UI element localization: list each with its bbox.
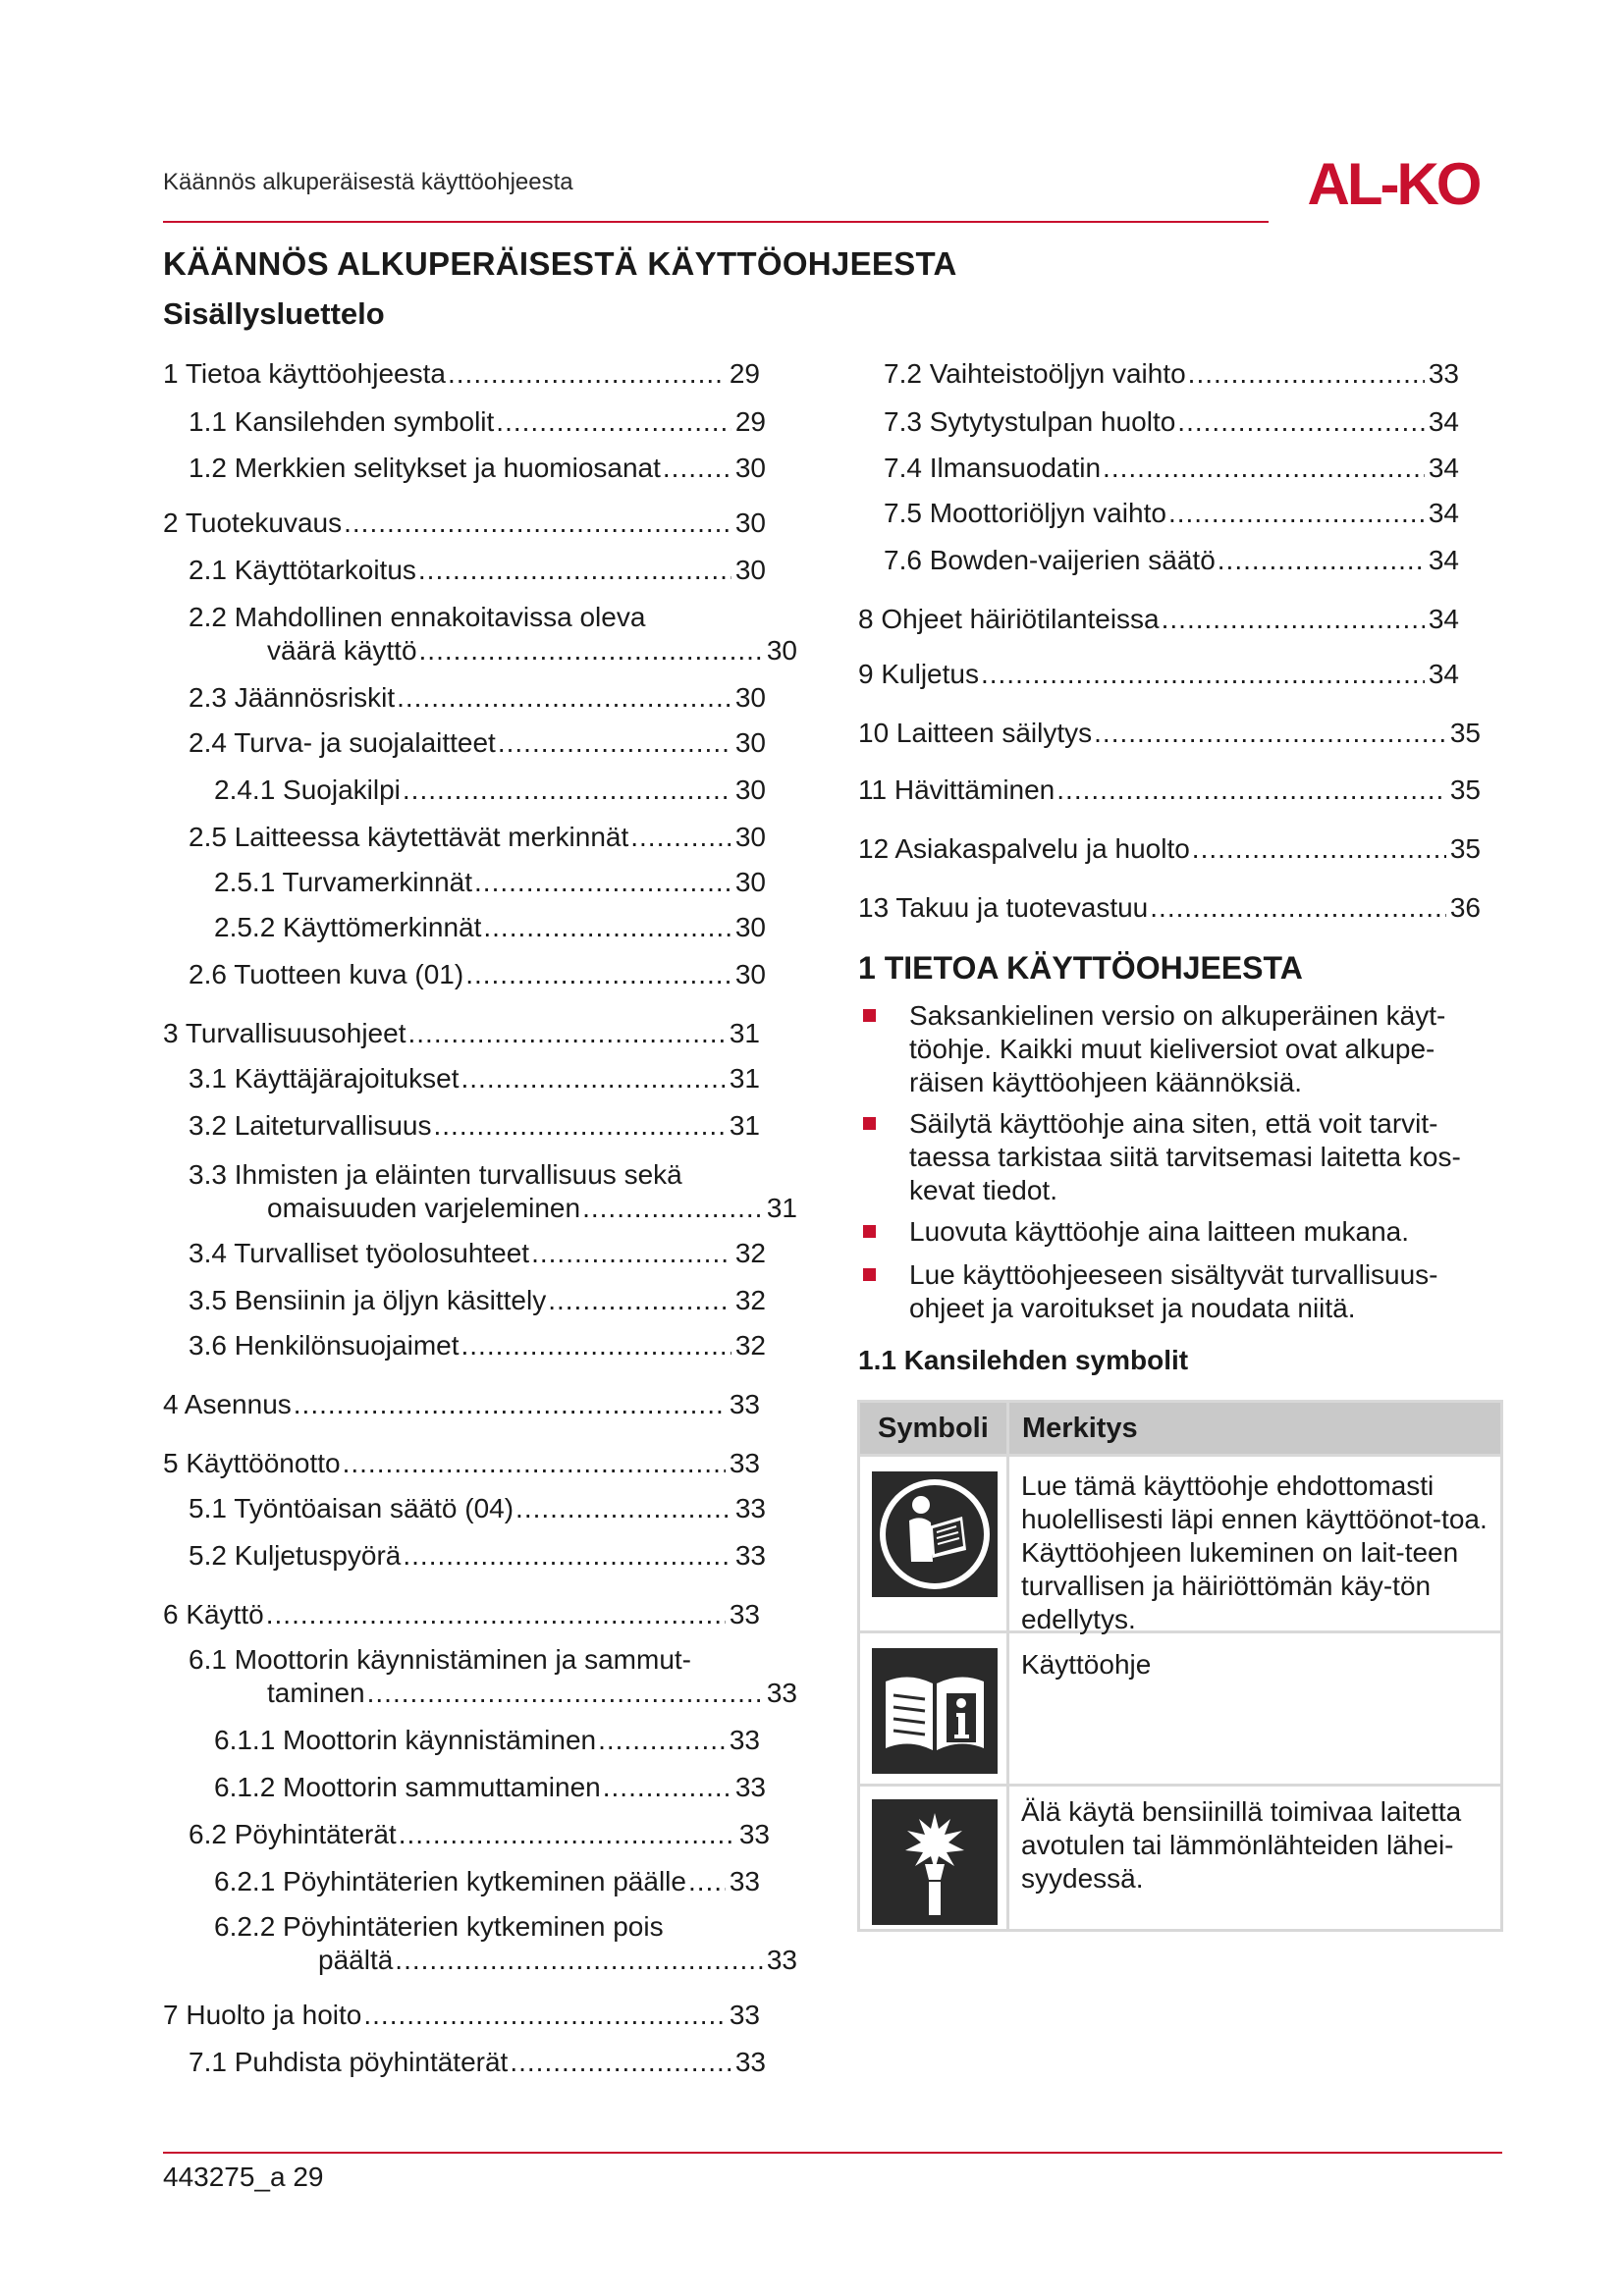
toc-leader-dots <box>1188 357 1425 391</box>
toc-leader-dots <box>1150 891 1446 925</box>
toc-entry-label: 2.4 Turva- ja suojalaitteet <box>189 727 496 758</box>
document-title: KÄÄNNÖS ALKUPERÄISESTÄ KÄYTTÖOHJEESTA <box>163 245 957 282</box>
toc-leader-dots <box>515 1492 731 1525</box>
no-open-flame-icon <box>872 1799 998 1925</box>
toc-entry[interactable] <box>189 726 766 760</box>
toc-entry-label-cont: väärä käyttö <box>267 635 417 666</box>
toc-entry[interactable] <box>214 774 766 807</box>
bullet-item <box>858 1258 1496 1325</box>
symbol-table <box>857 1400 1503 1932</box>
column-header-meaning: Merkitys <box>1022 1413 1138 1444</box>
toc-page-number: 30 <box>734 727 766 758</box>
toc-page-number: 30 <box>734 912 766 942</box>
toc-page-number: 30 <box>734 774 766 805</box>
toc-leader-dots <box>548 1284 731 1317</box>
page-footer: 443275_a 29 <box>163 2162 324 2192</box>
toc-entry-label: 5 Käyttöönotto <box>163 1448 341 1478</box>
toc-leader-dots <box>1103 452 1425 485</box>
toc-page-number: 30 <box>766 635 797 666</box>
toc-entry-label: 1 Tietoa käyttöohjeesta <box>163 358 446 389</box>
toc-entry-label: 8 Ohjeet häiriötilanteissa <box>858 604 1160 634</box>
read-manual-icon <box>872 1471 998 1597</box>
toc-entry-label: 5.2 Kuljetuspyörä <box>189 1540 402 1571</box>
toc-entry[interactable] <box>884 452 1459 485</box>
toc-leader-dots <box>981 658 1425 691</box>
toc-leader-dots <box>1168 497 1425 530</box>
toc-entry[interactable] <box>163 1447 760 1480</box>
toc-page-number: 33 <box>738 1819 770 1849</box>
toc-entry-label: 11 Hävittäminen <box>858 774 1056 805</box>
toc-page-number: 30 <box>734 822 766 852</box>
toc-entry-label: 1.2 Merkkien selitykset ja huomiosanat <box>189 453 661 483</box>
toc-entry-label-cont: taminen <box>267 1678 365 1708</box>
toc-leader-dots <box>344 507 731 540</box>
toc-entry-label: 6 Käyttö <box>163 1599 264 1629</box>
toc-entry[interactable] <box>163 1017 760 1050</box>
toc-leader-dots <box>582 1192 763 1225</box>
toc-leader-dots <box>403 1539 731 1573</box>
toc-leader-dots <box>399 1818 735 1851</box>
toc-entry-label: 3.4 Turvalliset työolosuhteet <box>189 1238 530 1268</box>
toc-entry[interactable] <box>189 1539 766 1573</box>
bullet-square-icon <box>863 1225 876 1238</box>
toc-leader-dots <box>433 1109 725 1143</box>
column-header-symbol: Symboli <box>878 1413 989 1444</box>
toc-entry-label: 2.2 Mahdollinen ennakoitavissa oleva <box>189 602 646 632</box>
toc-entry[interactable] <box>858 774 1481 807</box>
toc-leader-dots <box>465 958 731 991</box>
toc-entry[interactable] <box>163 1388 760 1421</box>
toc-page-number: 30 <box>734 507 766 538</box>
row-divider <box>860 1784 1500 1787</box>
toc-leader-dots <box>397 681 731 715</box>
toc-leader-dots <box>603 1771 731 1804</box>
toc-entry[interactable] <box>189 1109 760 1143</box>
toc-page-number: 35 <box>1449 833 1481 864</box>
toc-entry[interactable] <box>858 891 1481 925</box>
toc-entry[interactable] <box>189 958 766 991</box>
toc-leader-dots <box>403 774 731 807</box>
toc-page-number: 32 <box>734 1285 766 1315</box>
toc-leader-dots <box>363 1999 725 2032</box>
toc-entry[interactable] <box>214 1724 760 1757</box>
alko-logo <box>1286 155 1500 212</box>
toc-entry[interactable] <box>189 1158 797 1225</box>
column-divider <box>1006 1403 1009 1929</box>
toc-entry[interactable] <box>189 1062 760 1095</box>
toc-page-number: 30 <box>734 555 766 585</box>
toc-leader-dots <box>418 554 731 587</box>
toc-leader-dots <box>498 726 731 760</box>
toc-entry[interactable] <box>214 1910 797 1977</box>
toc-leader-dots <box>598 1724 726 1757</box>
toc-page-number: 34 <box>1428 406 1459 437</box>
bullet-item <box>858 1215 1496 1249</box>
toc-entry-label: 5.1 Työntöaisan säätö (04) <box>189 1493 514 1523</box>
svg-text:AL-KO: AL-KO <box>1307 155 1480 212</box>
header-rule <box>163 221 1269 223</box>
bullet-square-icon <box>863 1009 876 1022</box>
toc-leader-dots <box>266 1598 726 1631</box>
toc-leader-dots <box>1192 832 1446 866</box>
toc-entry[interactable] <box>189 1284 766 1317</box>
subsection-heading: 1.1 Kansilehden symbolit <box>858 1345 1189 1375</box>
toc-entry[interactable] <box>858 832 1481 866</box>
toc-page-number: 34 <box>1428 604 1459 634</box>
toc-leader-dots <box>531 1237 731 1270</box>
symbol-meaning: Käyttöohje <box>1021 1649 1152 1680</box>
toc-entry[interactable] <box>884 544 1459 577</box>
bullet-text: Saksankielinen versio on alkuperäinen käyt-töohje. Kaikki muut kieliversiot ovat alkupe-räisen käyttöohjeen käännöksiä. <box>909 1000 1446 1097</box>
toc-page-number: 30 <box>734 959 766 989</box>
toc-entry[interactable] <box>189 1818 770 1851</box>
toc-entry-label: 7.1 Puhdista pöyhintäterät <box>189 2047 509 2077</box>
toc-entry-label: 7.4 Ilmansuodatin <box>884 453 1102 483</box>
toc-leader-dots <box>474 866 731 899</box>
toc-leader-dots <box>1094 717 1446 750</box>
toc-entry[interactable] <box>163 1999 760 2032</box>
symbol-meaning: Älä käytä bensiinillä toimivaa laitetta avotulen tai lämmönlähteiden lähei-syydessä. <box>1021 1796 1462 1894</box>
toc-entry[interactable] <box>163 507 766 540</box>
toc-entry-label: 3.1 Käyttäjärajoitukset <box>189 1063 460 1094</box>
toc-entry-label: 2.6 Tuotteen kuva (01) <box>189 959 464 989</box>
toc-entry-label: 6.2.1 Pöyhintäterien kytkeminen päälle <box>214 1866 686 1896</box>
toc-page-number: 30 <box>734 682 766 713</box>
toc-entry[interactable] <box>189 821 766 854</box>
bullet-text: Säilytä käyttöohje aina siten, että voit tarvit-taessa tarkistaa siitä tarvitsemasi laitetta kos-kevat tiedot. <box>909 1108 1461 1205</box>
toc-leader-dots <box>395 1944 763 1977</box>
toc-entry[interactable] <box>884 405 1459 439</box>
bullet-item <box>858 1107 1496 1207</box>
toc-entry-label: 2.1 Käyttötarkoitus <box>189 555 416 585</box>
toc-entry[interactable] <box>189 681 766 715</box>
toc-leader-dots <box>630 821 731 854</box>
toc-leader-dots <box>294 1388 726 1421</box>
toc-entry-label: 7.3 Sytytystulpan huolto <box>884 406 1176 437</box>
toc-page-number: 31 <box>729 1018 760 1048</box>
toc-entry-label: 6.2 Pöyhintäterät <box>189 1819 397 1849</box>
toc-entry-label: 4 Asennus <box>163 1389 292 1419</box>
toc-page-number: 33 <box>734 1493 766 1523</box>
toc-entry[interactable] <box>858 658 1459 691</box>
running-header: Käännös alkuperäisestä käyttöohjeesta <box>163 169 573 195</box>
toc-leader-dots <box>496 405 731 439</box>
bullet-text: Lue käyttöohjeeseen sisältyvät turvallisuus-ohjeet ja varoitukset ja noudata niitä. <box>909 1259 1438 1323</box>
section-heading: 1 TIETOA KÄYTTÖOHJEESTA <box>858 950 1303 986</box>
toc-leader-dots <box>1162 603 1425 636</box>
toc-leader-dots <box>343 1447 726 1480</box>
toc-entry-label-cont: päältä <box>318 1945 394 1975</box>
toc-page-number: 31 <box>729 1063 760 1094</box>
toc-leader-dots <box>1218 544 1425 577</box>
toc-entry-label: 6.2.2 Pöyhintäterien kytkeminen pois <box>214 1911 664 1942</box>
bullet-text: Luovuta käyttöohje aina laitteen mukana. <box>909 1216 1410 1247</box>
toc-page-number: 33 <box>734 1772 766 1802</box>
bullet-item <box>858 999 1496 1099</box>
toc-page-number: 35 <box>1449 718 1481 748</box>
toc-entry-label: 2.5.2 Käyttömerkinnät <box>214 912 482 942</box>
toc-entry[interactable] <box>858 603 1459 636</box>
toc-entry-label: 2.3 Jäännösriskit <box>189 682 396 713</box>
toc-entry[interactable] <box>189 554 766 587</box>
toc-leader-dots <box>688 1865 726 1898</box>
toc-entry-label: 1.1 Kansilehden symbolit <box>189 406 495 437</box>
toc-leader-dots <box>448 357 726 391</box>
toc-entry-label: 7.2 Vaihteistoöljyn vaihto <box>884 358 1186 389</box>
toc-entry[interactable] <box>189 1237 766 1270</box>
toc-entry-label: 6.1 Moottorin käynnistäminen ja sammut- <box>189 1644 691 1675</box>
toc-page-number: 34 <box>1428 659 1459 689</box>
toc-page-number: 33 <box>729 1448 760 1478</box>
toc-entry-label: 7 Huolto ja hoito <box>163 2000 362 2030</box>
toc-entry[interactable] <box>189 1492 766 1525</box>
toc-entry-label: 6.1.2 Moottorin sammuttaminen <box>214 1772 601 1802</box>
toc-leader-dots <box>663 452 731 485</box>
symbol-meaning: Lue tämä käyttöohje ehdottomasti huolellisesti läpi ennen käyttöönot-toa. Käyttöohjeen lukeminen on lait-teen turvallisen ja häiriöttömän käy-tön edellytys. <box>1021 1470 1488 1634</box>
toc-leader-dots <box>461 1062 726 1095</box>
toc-entry-label: 12 Asiakaspalvelu ja huolto <box>858 833 1190 864</box>
toc-page-number: 31 <box>766 1193 797 1223</box>
manual-book-icon <box>872 1648 998 1774</box>
toc-entry-label: 3 Turvallisuusohjeet <box>163 1018 406 1048</box>
toc-page-number: 33 <box>729 2000 760 2030</box>
toc-page-number: 33 <box>729 1389 760 1419</box>
toc-page-number: 30 <box>734 867 766 897</box>
toc-page-number: 33 <box>729 1725 760 1755</box>
toc-entry[interactable] <box>214 1771 766 1804</box>
toc-page-number: 32 <box>734 1238 766 1268</box>
toc-leader-dots <box>510 2046 731 2079</box>
toc-page-number: 33 <box>1428 358 1459 389</box>
toc-page-number: 33 <box>734 2047 766 2077</box>
toc-entry-label: 10 Laitteen säilytys <box>858 718 1093 748</box>
bullet-square-icon <box>863 1117 876 1130</box>
toc-page-number: 35 <box>1449 774 1481 805</box>
toc-page-number: 33 <box>766 1678 797 1708</box>
toc-page-number: 33 <box>734 1540 766 1571</box>
toc-entry[interactable] <box>884 497 1459 530</box>
toc-entry[interactable] <box>189 601 797 667</box>
toc-leader-dots <box>419 634 763 667</box>
toc-page-number: 29 <box>734 406 766 437</box>
toc-page-number: 30 <box>734 453 766 483</box>
toc-page-number: 34 <box>1428 545 1459 575</box>
row-divider <box>860 1454 1500 1457</box>
toc-page-number: 36 <box>1449 892 1481 923</box>
footer-rule <box>163 2152 1502 2154</box>
toc-entry[interactable] <box>189 2046 766 2079</box>
toc-entry-label: 9 Kuljetus <box>858 659 979 689</box>
toc-page-number: 31 <box>729 1110 760 1141</box>
toc-entry[interactable] <box>214 911 766 944</box>
toc-entry[interactable] <box>858 717 1481 750</box>
toc-entry[interactable] <box>189 405 766 439</box>
toc-entry[interactable] <box>163 357 760 391</box>
toc-page-number: 33 <box>729 1866 760 1896</box>
toc-entry-label: 3.3 Ihmisten ja eläinten turvallisuus sekä <box>189 1159 682 1190</box>
toc-entry-label: 2.5.1 Turvamerkinnät <box>214 867 473 897</box>
toc-entry[interactable] <box>884 357 1459 391</box>
toc-entry[interactable] <box>214 866 766 899</box>
toc-leader-dots <box>1177 405 1425 439</box>
toc-heading: Sisällysluettelo <box>163 296 385 331</box>
bullet-square-icon <box>863 1268 876 1281</box>
toc-page-number: 34 <box>1428 498 1459 528</box>
toc-entry-label: 2.4.1 Suojakilpi <box>214 774 401 805</box>
toc-entry-label: 2 Tuotekuvaus <box>163 507 343 538</box>
toc-entry-label: 3.2 Laiteturvallisuus <box>189 1110 432 1141</box>
toc-entry[interactable] <box>214 1865 760 1898</box>
toc-entry[interactable] <box>189 1643 797 1710</box>
toc-entry[interactable] <box>189 452 766 485</box>
toc-page-number: 32 <box>734 1330 766 1361</box>
toc-entry-label: 2.5 Laitteessa käytettävät merkinnät <box>189 822 629 852</box>
toc-entry-label: 7.5 Moottoriöljyn vaihto <box>884 498 1166 528</box>
toc-leader-dots <box>461 1329 731 1362</box>
toc-entry-label: 3.6 Henkilönsuojaimet <box>189 1330 460 1361</box>
toc-entry[interactable] <box>163 1598 760 1631</box>
toc-page-number: 33 <box>766 1945 797 1975</box>
toc-entry-label: 3.5 Bensiinin ja öljyn käsittely <box>189 1285 547 1315</box>
table-header-row <box>860 1403 1500 1454</box>
toc-entry-label: 7.6 Bowden-vaijerien säätö <box>884 545 1216 575</box>
toc-entry-label: 13 Takuu ja tuotevastuu <box>858 892 1149 923</box>
toc-entry-label: 6.1.1 Moottorin käynnistäminen <box>214 1725 597 1755</box>
toc-page-number: 33 <box>729 1599 760 1629</box>
toc-entry[interactable] <box>189 1329 766 1362</box>
toc-page-number: 34 <box>1428 453 1459 483</box>
toc-leader-dots <box>407 1017 725 1050</box>
toc-entry-label-cont: omaisuuden varjeleminen <box>267 1193 581 1223</box>
toc-leader-dots <box>367 1677 763 1710</box>
toc-leader-dots <box>483 911 731 944</box>
toc-page-number: 29 <box>729 358 760 389</box>
toc-leader-dots <box>1056 774 1446 807</box>
